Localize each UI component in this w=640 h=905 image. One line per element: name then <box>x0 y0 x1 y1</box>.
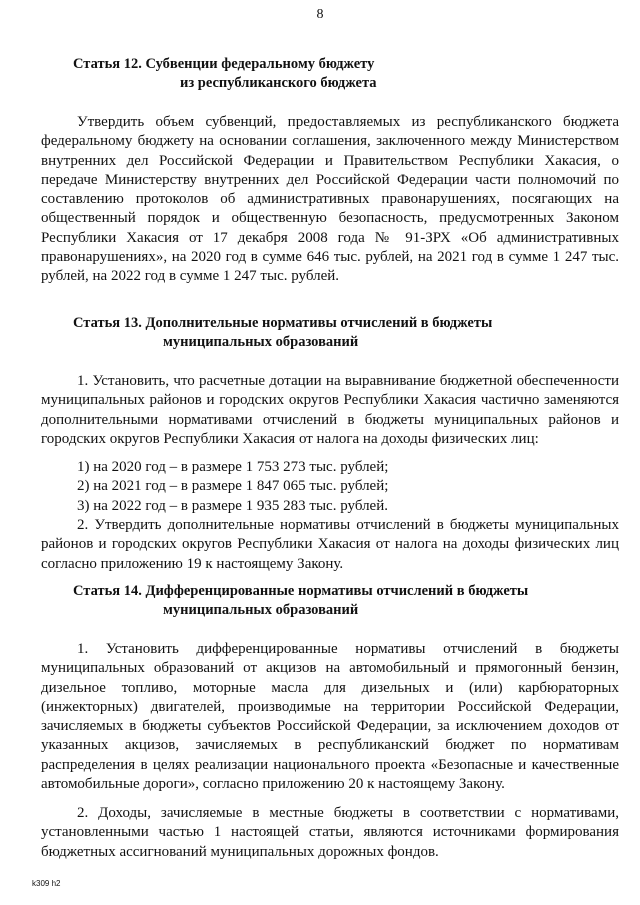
article-12-heading <box>73 55 377 93</box>
article-13-item-1: 1) на 2020 год – в размере 1 753 273 тыс. рублей; <box>77 459 389 475</box>
article-14-heading-line2: муниципальных образований <box>163 602 359 618</box>
article-13-heading-line1: Статья 13. Дополнительные нормативы отчислений в бюджеты <box>73 315 493 331</box>
page-number: 8 <box>316 7 324 22</box>
article-14-paragraph-1: 1. Установить дифференцированные нормативы отчислений в бюджеты муниципальных образований от акцизов на автомобильный и прямогонный бензин, дизельное топливо, моторные масла для дизельных и (или) карбюраторных (инжекторных) двигателей, производимые на территории Российской Федерации, зачисляемых в бюджеты субъектов Российской Федерации, за исключением доходов от указанных акцизов, зачисляемых в республиканский бюджет по нормативам распределения в целях реализации национального проекта «Безопасные и качественные автомобильные дороги», согласно приложению 20 к настоящему Закону. <box>41 641 619 793</box>
article-14-heading <box>73 582 528 620</box>
article-14-paragraph-2: 2. Доходы, зачисляемые в местные бюджеты в соответствии с нормативами, установленными частью 1 настоящей статьи, являются источниками формирования бюджетных ассигнований муниципальных дорожных фондов. <box>41 805 619 860</box>
article-12-heading-line2: из республиканского бюджета <box>180 75 377 91</box>
article-14-heading-line1: Статья 14. Дифференцированные нормативы отчислений в бюджеты <box>73 583 529 599</box>
article-13-item-3: 3) на 2022 год – в размере 1 935 283 тыс. рублей. <box>77 498 388 514</box>
article-12-text: Утвердить объем субвенций, предоставляемых из республиканского бюджета федеральному бюджету на основании соглашения, заключенного между Министерством внутренних дел Российской Федерации и Правительством Республики Хакасия, о передаче Министерству внутренних дел Российской Федерации части полномочий по составлению протоколов об административных правонарушениях, посягающих на общественный порядок и общественную безопасность, предусмотренных Законом Республики Хакасия от 17 декабря 2008 года № 91-ЗРХ «Об административных правонарушениях», на 2020 год в сумме 646 тыс. рублей, на 2021 год в сумме 1 247 тыс. рублей, на 2022 год в сумме 1 247 тыс. рублей. <box>41 114 619 285</box>
footer-code: k309 h2 <box>32 879 61 888</box>
article-13-item-2: 2) на 2021 год – в размере 1 847 065 тыс. рублей; <box>77 478 389 494</box>
article-13-heading <box>73 314 492 352</box>
article-13-heading-line2: муниципальных образований <box>163 334 359 350</box>
article-12-heading-line1: Статья 12. Субвенции федеральному бюджету <box>73 56 375 72</box>
article-13-paragraph-2: 2. Утвердить дополнительные нормативы отчислений в бюджеты муниципальных районов и городских округов Республики Хакасия от налога на доходы физических лиц согласно приложению 19 к настоящему Закону. <box>41 517 619 572</box>
article-13-paragraph-1: 1. Установить, что расчетные дотации на выравнивание бюджетной обеспеченности муниципальных районов и городских округов Республики Хакасия частично заменяются дополнительными нормативами отчислений в бюджеты муниципальных районов и городских округов Республики Хакасия от налога на доходы физических лиц: <box>41 373 619 447</box>
